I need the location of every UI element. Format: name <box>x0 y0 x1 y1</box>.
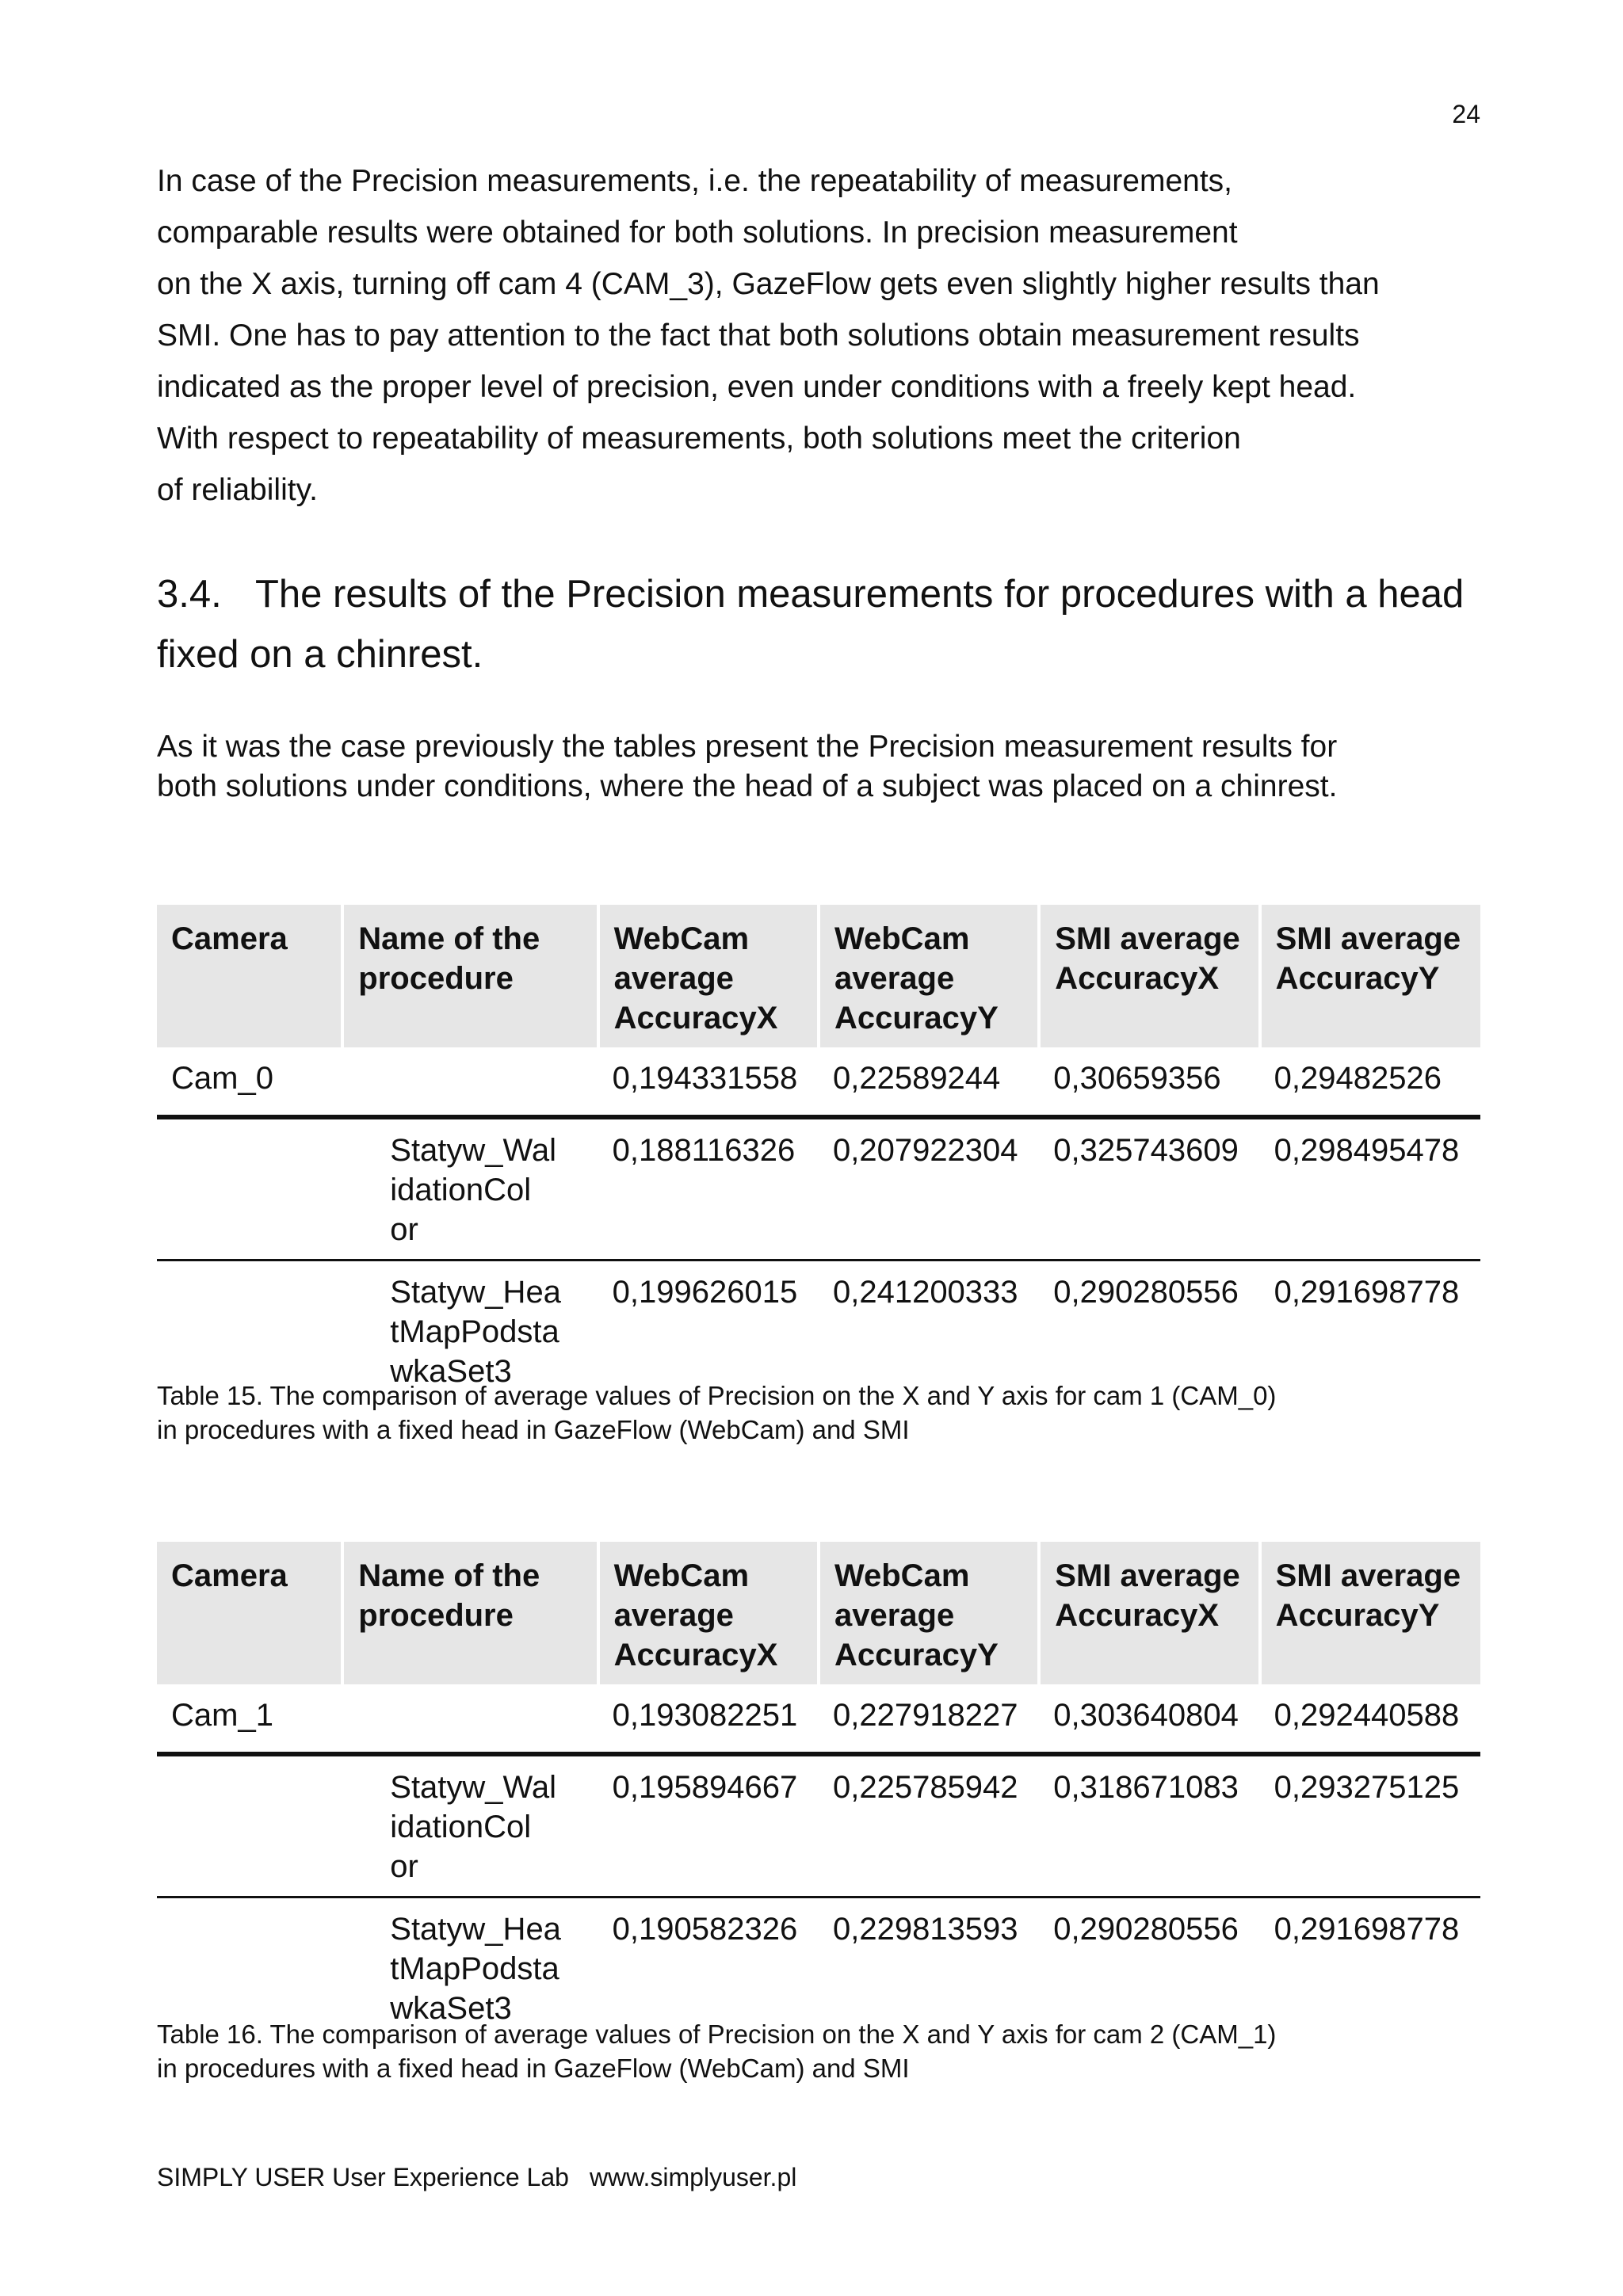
header-procedure: Name of the procedure <box>342 905 598 1047</box>
value-cell: 0,292440588 <box>1260 1684 1480 1754</box>
header-camera: Camera <box>157 1542 342 1684</box>
table-header-row <box>157 1542 1480 1684</box>
section-paragraph <box>157 727 1488 807</box>
caption-line: Table 15. The comparison of average values of Precision on the X and Y axis for cam 1 (CAM_0) <box>157 1381 1277 1410</box>
procedure-cell <box>342 1684 598 1754</box>
camera-cell <box>157 1754 342 1897</box>
header-procedure: Name of the procedure <box>342 1542 598 1684</box>
page-number: 24 <box>1452 100 1480 128</box>
value-cell: 0,190582326 <box>612 1912 798 1947</box>
procedure-name: Statyw_Hea tMapPodsta wkaSet3 <box>390 1275 561 1389</box>
table-16-caption <box>157 2017 1276 2085</box>
paragraph-line: As it was the case previously the tables present the Precision measurement results for <box>157 730 1338 764</box>
value-cell: 0,22589244 <box>819 1047 1039 1117</box>
value-cell: 0,241200333 <box>832 1275 1018 1310</box>
table-15 <box>157 905 1480 1401</box>
value-cell: 0,293275125 <box>1260 1754 1480 1897</box>
table-row <box>157 1754 1480 1897</box>
header-webcam-y: WebCam average AccuracyY <box>819 1542 1039 1684</box>
procedure-name: Statyw_Wal idationCol or <box>390 1770 556 1884</box>
value-cell: 0,227918227 <box>819 1684 1039 1754</box>
value-cell: 0,318671083 <box>1039 1754 1259 1897</box>
camera-cell: Cam_0 <box>157 1047 342 1117</box>
table-16 <box>157 1542 1480 2038</box>
value-cell: 0,194331558 <box>598 1047 819 1117</box>
footer-url: www.simplyuser.pl <box>589 2163 797 2191</box>
paragraph-line: With respect to repeatability of measurements, both solutions meet the criterion <box>157 421 1241 456</box>
paragraph-line: comparable results were obtained for both solutions. In precision measurement <box>157 215 1238 250</box>
paragraph-line: of reliability. <box>157 473 319 507</box>
value-cell: 0,30659356 <box>1039 1047 1259 1117</box>
value-cell: 0,291698778 <box>1274 1275 1460 1310</box>
procedure-name: Statyw_Wal idationCol or <box>390 1133 556 1247</box>
table-15-caption <box>157 1379 1276 1447</box>
value-cell: 0,291698778 <box>1274 1912 1460 1947</box>
table-summary-row <box>157 1047 1480 1117</box>
value-cell: 0,188116326 <box>598 1117 819 1261</box>
header-webcam-y: WebCam average AccuracyY <box>819 905 1039 1047</box>
header-smi-x: SMI average AccuracyX <box>1039 1542 1259 1684</box>
caption-line: in procedures with a fixed head in GazeFlow (WebCam) and SMI <box>157 2054 910 2083</box>
value-cell: 0,229813593 <box>832 1912 1018 1947</box>
value-cell: 0,290280556 <box>1053 1912 1239 1947</box>
section-heading <box>157 564 1520 685</box>
value-cell: 0,290280556 <box>1053 1275 1239 1310</box>
table-header-row <box>157 905 1480 1047</box>
section-number: 3.4. <box>157 573 222 616</box>
header-smi-x: SMI average AccuracyX <box>1039 905 1259 1047</box>
value-cell: 0,193082251 <box>598 1684 819 1754</box>
header-smi-y: SMI average AccuracyY <box>1260 905 1480 1047</box>
value-cell: 0,207922304 <box>819 1117 1039 1261</box>
header-smi-y: SMI average AccuracyY <box>1260 1542 1480 1684</box>
intro-paragraph <box>157 155 1488 516</box>
paragraph-line: on the X axis, turning off cam 4 (CAM_3), GazeFlow gets even slightly higher results than <box>157 267 1380 301</box>
value-cell: 0,298495478 <box>1260 1117 1480 1261</box>
footer-lab-name: SIMPLY USER User Experience Lab <box>157 2163 569 2191</box>
header-webcam-x: WebCam average AccuracyX <box>598 1542 819 1684</box>
value-cell: 0,29482526 <box>1260 1047 1480 1117</box>
value-cell: 0,195894667 <box>598 1754 819 1897</box>
value-cell: 0,199626015 <box>612 1275 798 1310</box>
header-camera: Camera <box>157 905 342 1047</box>
paragraph-line: both solutions under conditions, where the head of a subject was placed on a chinrest. <box>157 769 1338 803</box>
paragraph-line: indicated as the proper level of precision, even under conditions with a freely kept head. <box>157 370 1357 404</box>
value-cell: 0,303640804 <box>1039 1684 1259 1754</box>
header-webcam-x: WebCam average AccuracyX <box>598 905 819 1047</box>
procedure-cell <box>342 1117 598 1261</box>
caption-line: in procedures with a fixed head in GazeFlow (WebCam) and SMI <box>157 1415 910 1444</box>
paragraph-line: In case of the Precision measurements, i.e. the repeatability of measurements, <box>157 164 1233 198</box>
value-cell: 0,225785942 <box>819 1754 1039 1897</box>
procedure-name: Statyw_Hea tMapPodsta wkaSet3 <box>390 1912 561 2026</box>
camera-cell <box>157 1117 342 1261</box>
table-row <box>157 1117 1480 1261</box>
camera-cell: Cam_1 <box>157 1684 342 1754</box>
page-footer <box>157 2163 796 2192</box>
section-title: The results of the Precision measurements for procedures with a head fixed on a chinrest. <box>157 573 1465 676</box>
procedure-cell <box>342 1754 598 1897</box>
caption-line: Table 16. The comparison of average values of Precision on the X and Y axis for cam 2 (CAM_1) <box>157 2019 1277 2049</box>
procedure-cell <box>342 1047 598 1117</box>
table-summary-row <box>157 1684 1480 1754</box>
paragraph-line: SMI. One has to pay attention to the fact that both solutions obtain measurement results <box>157 318 1360 353</box>
value-cell: 0,325743609 <box>1039 1117 1259 1261</box>
